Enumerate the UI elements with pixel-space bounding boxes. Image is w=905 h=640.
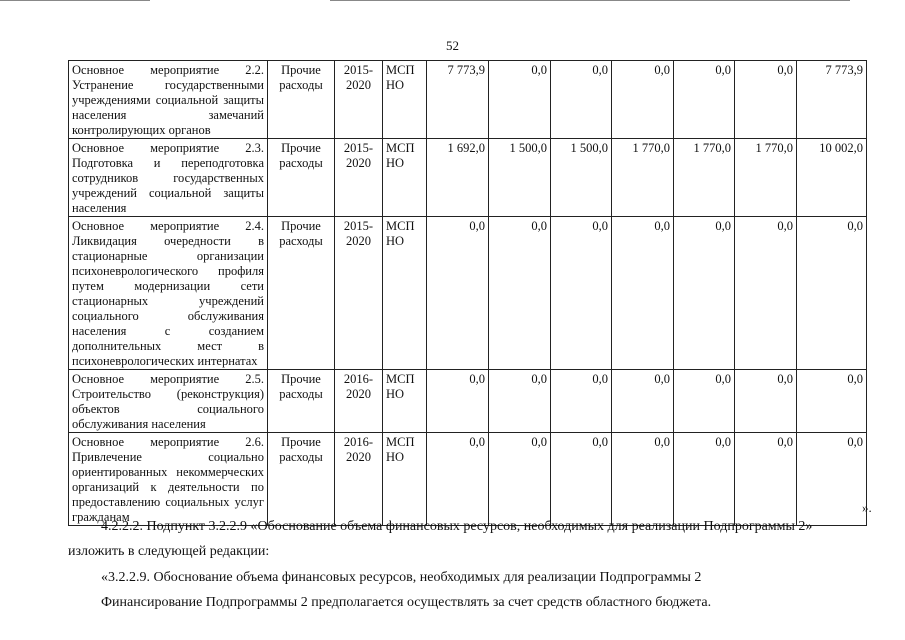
period: 2016-2020 [335,433,383,526]
value-cell: 0,0 [551,370,612,433]
value-cell: 0,0 [551,61,612,139]
value-cell: 0,0 [489,433,551,526]
page-number: 52 [446,38,459,53]
value-cell: 0,0 [735,433,797,526]
value-cell: 0,0 [735,217,797,370]
expense-type: Прочие расходы [268,217,335,370]
financing-paragraph: Финансирование Подпрограммы 2 предполагается осуществлять за счет средств областного бюджета. [101,595,712,610]
executor: МСП НО [383,61,427,139]
amendment-paragraph-line1: 4.2.2.2. Подпункт 3.2.2.9 «Обоснование объема финансовых ресурсов, необходимых для реализации Подпрограммы 2» [101,519,813,534]
total-cell: 7 773,9 [797,61,867,139]
value-cell: 0,0 [674,217,735,370]
value-cell: 7 773,9 [427,61,489,139]
period: 2016-2020 [335,370,383,433]
top-edge-rule [0,0,150,1]
total-cell: 0,0 [797,370,867,433]
value-cell: 0,0 [612,370,674,433]
measure-name: Основное мероприятие 2.2. Устранение государственными учреждениями социальной защиты населения замечаний контролирующих органов [69,61,268,139]
value-cell: 0,0 [735,61,797,139]
executor: МСП НО [383,217,427,370]
total-cell: 0,0 [797,217,867,370]
closing-quote: ». [862,500,872,515]
value-cell: 0,0 [427,433,489,526]
expense-type: Прочие расходы [268,61,335,139]
amendment-paragraph-line2: изложить в следующей редакции: [68,544,270,559]
section-heading: «3.2.2.9. Обоснование объема финансовых ресурсов, необходимых для реализации Подпрограммы 2 [101,570,702,585]
value-cell: 0,0 [489,61,551,139]
executor: МСП НО [383,370,427,433]
top-edge-rule [330,0,850,1]
value-cell: 1 692,0 [427,139,489,217]
value-cell: 0,0 [427,370,489,433]
value-cell: 0,0 [612,433,674,526]
value-cell: 1 770,0 [674,139,735,217]
period: 2015-2020 [335,61,383,139]
expense-type: Прочие расходы [268,139,335,217]
value-cell: 0,0 [735,370,797,433]
table-row [69,61,867,139]
period: 2015-2020 [335,217,383,370]
executor: МСП НО [383,433,427,526]
value-cell: 1 770,0 [612,139,674,217]
expense-type: Прочие расходы [268,370,335,433]
value-cell: 1 500,0 [551,139,612,217]
table-row [69,433,867,526]
total-cell: 10 002,0 [797,139,867,217]
measure-name: Основное мероприятие 2.3. Подготовка и переподготовка сотрудников государственных учреждений социальной защиты населения [69,139,268,217]
value-cell: 1 770,0 [735,139,797,217]
value-cell: 0,0 [551,433,612,526]
period: 2015-2020 [335,139,383,217]
table-row [69,370,867,433]
value-cell: 0,0 [489,370,551,433]
value-cell: 0,0 [427,217,489,370]
measure-name: Основное мероприятие 2.5. Строительство (реконструкция) объектов социального обслуживания населения [69,370,268,433]
executor: МСП НО [383,139,427,217]
expense-type: Прочие расходы [268,433,335,526]
budget-table [68,60,867,526]
value-cell: 0,0 [612,61,674,139]
value-cell: 0,0 [551,217,612,370]
value-cell: 1 500,0 [489,139,551,217]
table-row [69,139,867,217]
measure-name: Основное мероприятие 2.4. Ликвидация очередности в стационарные организации психоневрологического профиля путем модернизации сети стационарных учреждений социального обслуживания населения с созданием дополнительных мест в психоневрологических интернатах [69,217,268,370]
value-cell: 0,0 [674,370,735,433]
table-row [69,217,867,370]
measure-name: Основное мероприятие 2.6. Привлечение социально ориентированных некоммерческих организаций к деятельности по предоставлению социальных услуг гражданам [69,433,268,526]
value-cell: 0,0 [674,61,735,139]
value-cell: 0,0 [612,217,674,370]
value-cell: 0,0 [674,433,735,526]
value-cell: 0,0 [489,217,551,370]
total-cell: 0,0 [797,433,867,526]
